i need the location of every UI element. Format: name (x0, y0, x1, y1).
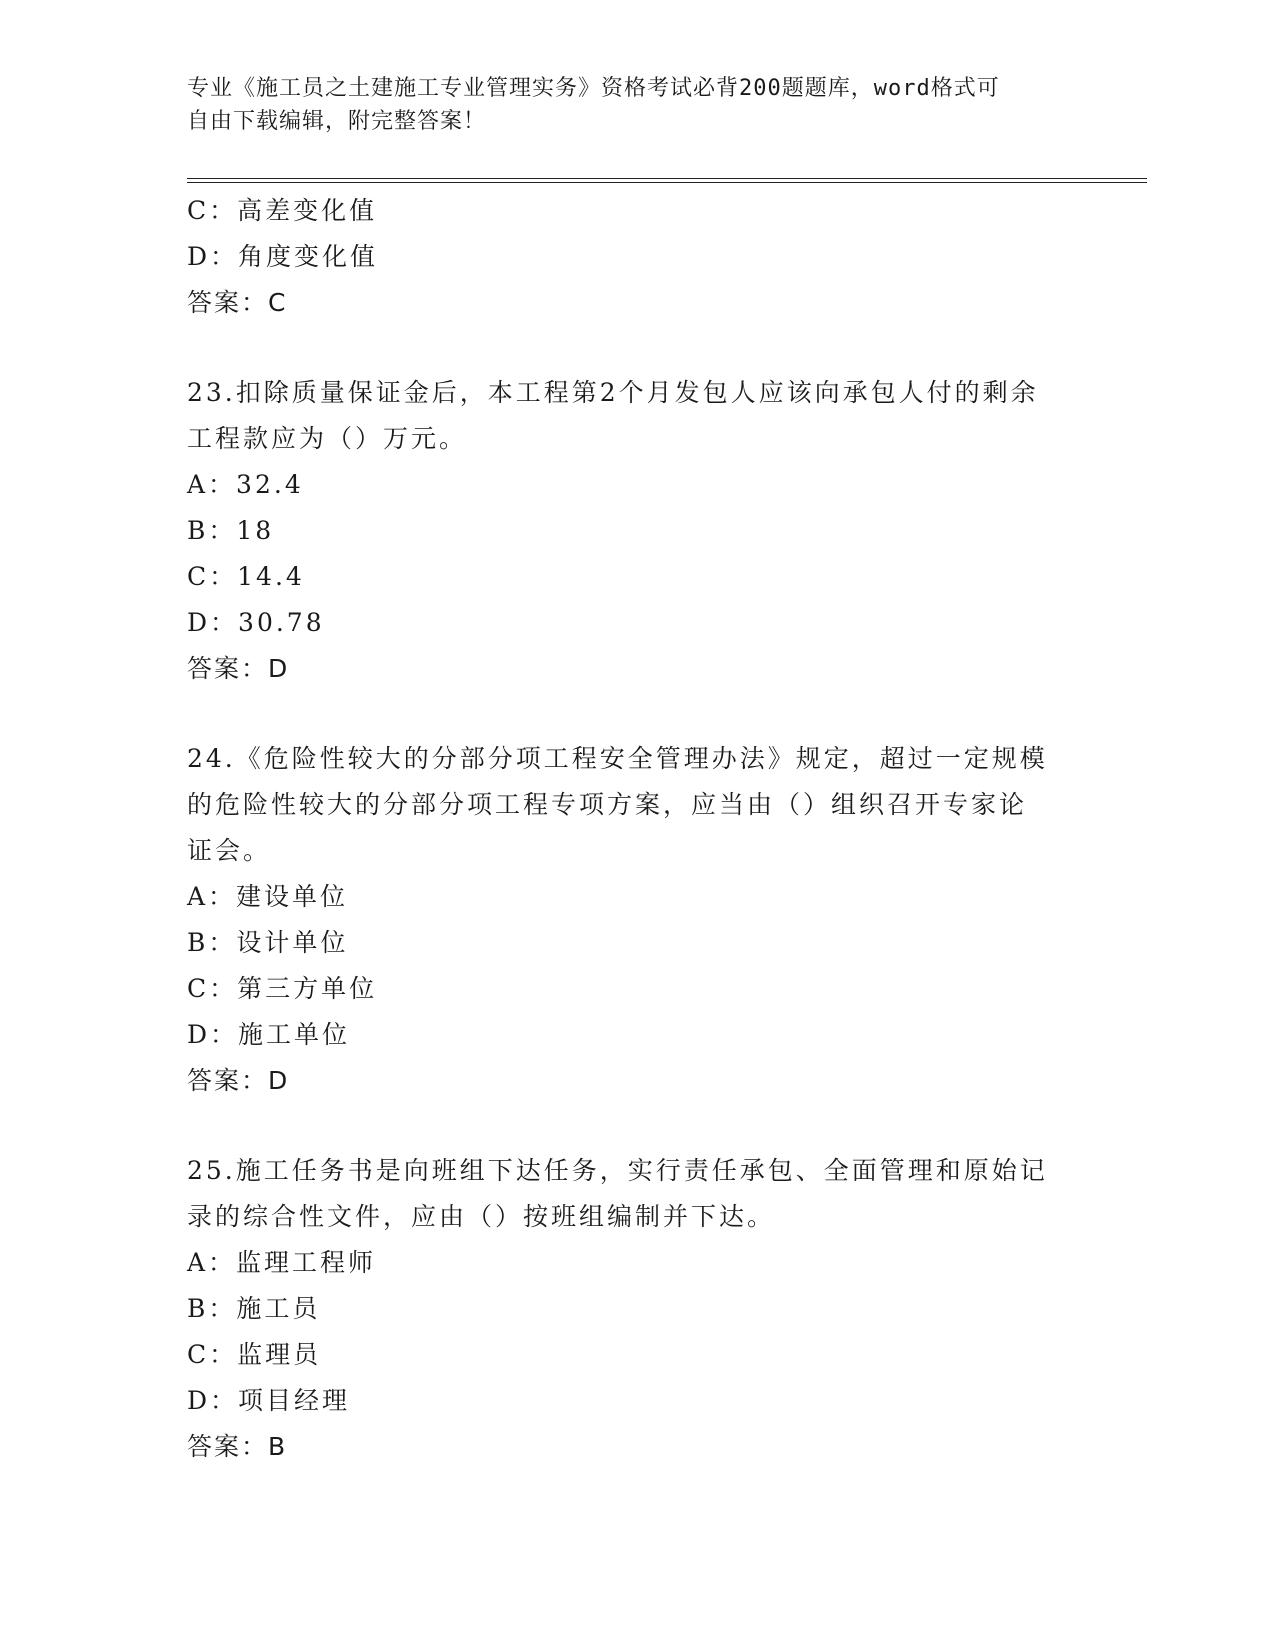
answer-line (187, 1058, 1087, 1104)
question-stem (187, 1148, 1087, 1240)
header-divider (187, 178, 1147, 183)
option-b: B：18 (187, 516, 275, 545)
option-d: D：角度变化值 (187, 242, 379, 271)
option-c: C：14.4 (187, 562, 305, 591)
answer-value: D (268, 1066, 290, 1095)
answer-line (187, 280, 1087, 326)
header-line-2: 自由下载编辑，附完整答案！ (187, 109, 487, 134)
question-22-tail (187, 188, 1087, 326)
answer-label: 答案： (187, 1432, 269, 1461)
answer-value: D (268, 654, 290, 683)
answer-label: 答案： (187, 1066, 269, 1095)
option-d: D：项目经理 (187, 1386, 351, 1415)
option-d: D：30.78 (187, 608, 325, 637)
question-stem (187, 736, 1087, 874)
option-b: B：设计单位 (187, 928, 349, 957)
stem-line: 23.扣除质量保证金后，本工程第2个月发包人应该向承包人付的剩余 (187, 378, 1039, 407)
option-c: C：监理员 (187, 1340, 322, 1369)
option-d: D：施工单位 (187, 1020, 351, 1049)
question-23 (187, 370, 1087, 692)
option-b: B：施工员 (187, 1294, 321, 1323)
document-body (187, 188, 1087, 1470)
question-25 (187, 1148, 1087, 1470)
question-24 (187, 736, 1087, 1104)
answer-value: C (268, 288, 288, 317)
page-header (187, 72, 1087, 138)
stem-line: 的危险性较大的分部分项工程专项方案，应当由（）组织召开专家论 (187, 790, 1028, 819)
question-stem (187, 370, 1087, 462)
stem-line: 录的综合性文件，应由（）按班组编制并下达。 (187, 1202, 776, 1231)
stem-line: 工程款应为（）万元。 (187, 424, 468, 453)
option-c: C：高差变化值 (187, 196, 378, 225)
answer-line (187, 646, 1087, 692)
answer-label: 答案： (187, 654, 269, 683)
stem-line: 25.施工任务书是向班组下达任务，实行责任承包、全面管理和原始记 (187, 1156, 1048, 1185)
answer-value: B (268, 1432, 288, 1461)
option-a: A：监理工程师 (187, 1248, 377, 1277)
answer-label: 答案： (187, 288, 269, 317)
answer-line (187, 1424, 1087, 1470)
stem-line: 24.《危险性较大的分部分项工程安全管理办法》规定，超过一定规模 (187, 744, 1048, 773)
option-c: C：第三方单位 (187, 974, 378, 1003)
stem-line: 证会。 (187, 836, 272, 865)
option-a: A：建设单位 (187, 882, 349, 911)
option-a: A：32.4 (187, 470, 304, 499)
header-line-1: 专业《施工员之土建施工专业管理实务》资格考试必背200题题库，word格式可 (187, 76, 1000, 101)
